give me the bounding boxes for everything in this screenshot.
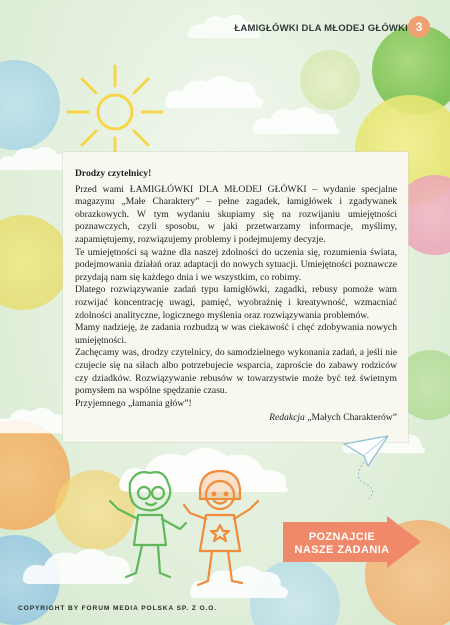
kids-illustration <box>108 465 278 605</box>
cloud-decoration <box>250 100 345 140</box>
cta-line-2: NASZE ZADANIA <box>294 544 390 556</box>
letter-paragraph: Dlatego rozwiązywanie zadań typu łamigłówki, zagadki, rebusy pomoże wam rozwijać koncentrację uwagi, pamięć, wyobraźnię i kreatywność, wzmacniać zdolności analityczne, logicznego myślenia oraz rozwiązywania problemów. <box>75 284 397 321</box>
letter-paragraph: Przed wami ŁAMIGŁÓWKI DLA MŁODEJ GŁÓWKI – wydanie specjalne magazynu „Małe Charaktery” – pełne zagadek, łamigłówek i zgadywanek obrazkowych. W tym wydaniu skupiamy się na rozwijaniu umiejętności poznawczych, czyli sposobu, w jaki przetwarzamy informacje, myślimy, zapamiętujemy, rozwiązujemy problemy i podejmujemy decyzje. <box>75 183 397 245</box>
copyright-footer: COPYRIGHT BY FORUM MEDIA POLSKA SP. Z O.O. <box>18 605 217 612</box>
letter-signature <box>75 412 397 425</box>
bubble-decoration <box>0 60 60 150</box>
letter-paragraph: Te umiejętności są ważne dla naszej zdolności do uczenia się, rozumienia świata, podejmowania działań oraz adaptacji do nowych sytuacji. Umiejętności poznawcze przydają nam się każdego dnia i we wszystkim, co robimy. <box>75 246 397 283</box>
signature-name: „Małych Charakterów” <box>304 412 397 424</box>
cta-line-1: POZNAJCIE <box>308 531 376 543</box>
signature-prefix: Redakcja <box>269 412 305 424</box>
sun-icon <box>60 62 170 157</box>
cta-button[interactable] <box>290 531 394 557</box>
paper-plane-icon <box>338 432 393 502</box>
letter-paragraph: Mamy nadzieję, że zadania rozbudzą w was ciekawość i chęć zdobywania nowych umiejętności. <box>75 322 397 346</box>
editorial-letter <box>75 168 397 425</box>
letter-greeting: Drodzy czytelnicy! <box>75 168 152 179</box>
bubble-decoration <box>0 215 70 310</box>
page-number-badge: 3 <box>408 16 430 38</box>
section-title: ŁAMIGŁÓWKI DLA MŁODEJ GŁÓWKI <box>234 23 408 34</box>
letter-paragraph: Przyjemnego „łamania głów”! <box>75 397 192 409</box>
letter-paragraph: Zachęcamy was, drodzy czytelnicy, do samodzielnego wykonania zadań, a jeśli nie czujecie się na siłach albo potrzebujecie wsparcia, zaproście do zabawy rodziców czy dziadków. Rozwiązywanie rebusów w towarzystwie może być też świetnym pomysłem na wspólne spędzanie czasu. <box>75 347 397 397</box>
